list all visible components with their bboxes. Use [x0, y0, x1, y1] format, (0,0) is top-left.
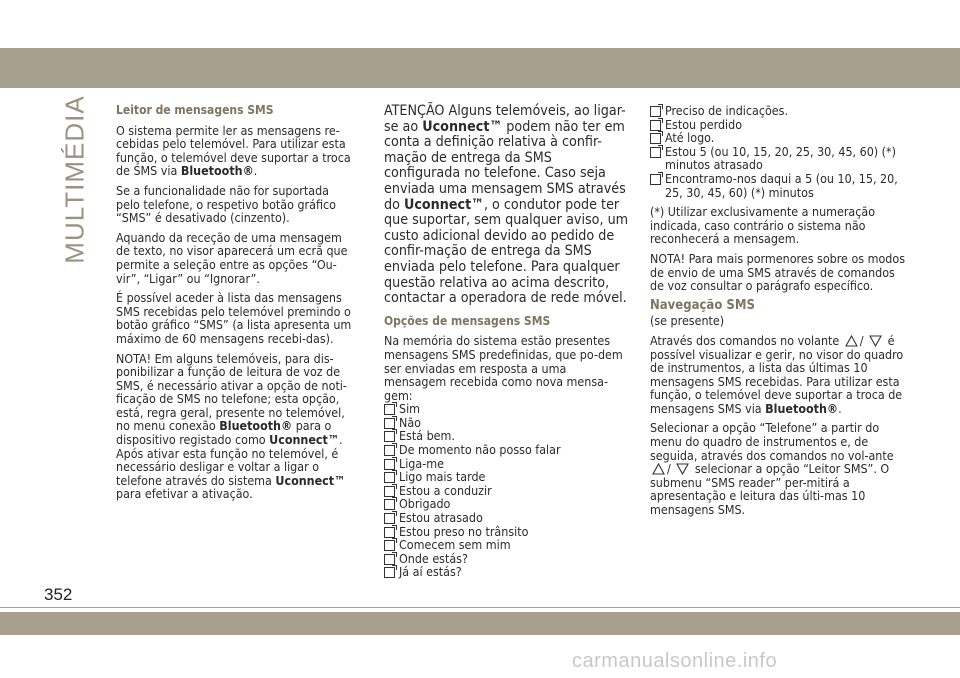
checkbox-icon: [384, 445, 395, 456]
triangle-down-icon: [869, 335, 882, 347]
paragraph: Através dos comandos no volante / é possível visualizar e gerir, no visor do quadro de instrumentos, a lista das últimas 10 mensagens SMS recebidas. Para utilizar esta função, o telemóvel deve suportar a troca de mensagens SMS via Bluetooth®.: [650, 332, 904, 416]
checkbox-icon: [384, 567, 395, 578]
checkbox-icon: [384, 404, 395, 415]
list-item: Sim: [384, 402, 630, 416]
list-item: Comecem sem mim: [384, 538, 630, 552]
list-item: Estou preso no trânsito: [384, 525, 630, 539]
checkbox-icon: [384, 499, 395, 510]
list-item: Já aí estás?: [384, 565, 630, 579]
list-item: Estou perdido: [650, 118, 912, 132]
watermark: carmanualsonline.info: [572, 650, 778, 672]
checkbox-icon: [384, 418, 395, 429]
list-item: Estou atrasado: [384, 511, 630, 525]
checkbox-icon: [384, 540, 395, 551]
paragraph: Aquando da receção de uma mensagem de texto, no visor aparecerá um ecrã que permite a seleção entre as opções “Ou-vir”, “Ligar” ou “Ignorar”.: [116, 229, 348, 286]
header-band: [0, 48, 960, 88]
checkbox-icon: [384, 472, 395, 483]
heading-sms-navigation: Navegação SMS: [650, 297, 755, 313]
checkbox-icon: [650, 133, 661, 144]
checkbox-icon: [384, 527, 395, 538]
heading-sms-options: Opções de mensagens SMS: [384, 313, 551, 328]
checkbox-icon: [650, 120, 661, 131]
paragraph: Na memória do sistema estão presentes mensagens SMS predefinidas, que po-dem ser enviadas em resposta a uma mensagem recebida como nova mensa-gem:: [384, 333, 623, 403]
triangle-up-icon: [845, 335, 858, 347]
checkbox-icon: [384, 431, 395, 442]
paragraph: Selecionar a opção “Telefone” a partir do menu do quadro de instrumentos e, de seguida, através dos comandos no vol-ante / selecionar a opção “Leitor SMS”. O submenu “SMS reader” per-mitirá a apresentação e leitura das últi-mas 10 mensagens SMS.: [650, 420, 894, 518]
checkbox-icon: [650, 174, 661, 185]
column-2: [384, 104, 630, 585]
sms-options-list-cont: [650, 104, 912, 199]
checkbox-icon: [384, 486, 395, 497]
list-item: Está bem.: [384, 429, 630, 443]
list-item: Não: [384, 416, 630, 430]
paragraph: O sistema permite ler as mensagens re-cebidas pelo telemóvel. Para utilizar esta função, o telemóvel deve suportar a troca de SMS via Bluetooth®.: [116, 122, 351, 179]
list-item: Liga-me: [384, 457, 630, 471]
checkbox-icon: [384, 554, 395, 565]
note-paragraph: NOTA! Em alguns telemóveis, para dis-ponibilizar a função de leitura de voz de SMS, é necessário ativar a opção de noti-ficação de SMS no telefone; esta opção, está, regra geral, presente no telemóvel, no menu conexão Bluetooth® para o dispositivo registado como Uconnect™. Após ativar esta função no telemóvel, é necessário desligar e voltar a ligar o telefone através do sistema Uconnect™ para efetivar a ativação.: [116, 350, 347, 502]
sms-options-list: [384, 402, 630, 579]
triangle-down-icon: [676, 463, 689, 475]
triangle-up-icon: [652, 463, 665, 475]
section-label-text: MULTIMÉDIA: [59, 94, 90, 264]
list-item: Até logo.: [650, 131, 912, 145]
warning-paragraph: ATENÇÃO Alguns telemóveis, ao ligar-se ao Uconnect™ podem não ter em conta a definição relativa à confir-mação de entrega da SMS configurada no telefone. Caso seja enviada uma mensagem SMS através do Uconnect™, o condutor pode ter que suportar, sem qualquer aviso, um custo adicional devido ao pedido de confir-mação de entrega da SMS enviada pelo telefone. Para qualquer questão relativa ao acima descrito, contactar a operadora de rede móvel.: [384, 103, 629, 307]
list-item: Estou 5 (ou 10, 15, 20, 25, 30, 45, 60) (*) minutos atrasado: [650, 145, 912, 172]
section-label: [55, 94, 95, 264]
list-item: Estou a conduzir: [384, 484, 630, 498]
list-item: Obrigado: [384, 497, 630, 511]
checkbox-icon: [384, 459, 395, 470]
checkbox-icon: [650, 106, 661, 117]
footer-band: [0, 612, 960, 635]
page-number: 352: [44, 585, 73, 604]
footer-rule: [0, 607, 960, 608]
list-item: Encontramo-nos daqui a 5 (ou 10, 15, 20, 25, 30, 45, 60) (*) minutos: [650, 172, 912, 199]
checkbox-icon: [650, 147, 661, 158]
list-item: Preciso de indicações.: [650, 104, 912, 118]
list-item: Ligo mais tarde: [384, 470, 630, 484]
paragraph: É possível aceder à lista das mensagens SMS recebidas pelo telemóvel premindo o botão gráfico “SMS” (a lista apresenta um máximo de 60 mensagens recebi-das).: [116, 290, 352, 346]
list-item: Onde estás?: [384, 552, 630, 566]
heading-sms-reader: Leitor de mensagens SMS: [116, 103, 274, 117]
checkbox-icon: [384, 513, 395, 524]
note-paragraph: NOTA! Para mais pormenores sobre os modos de envio de uma SMS através de comandos de voz consultar o parágrafo específico.: [650, 250, 906, 294]
column-1: [116, 104, 356, 507]
paragraph: Se a funcionalidade não for suportada pelo telefone, o respetivo botão gráfico “SMS” é desativado (cinzento).: [116, 182, 336, 226]
paragraph: (se presente): [650, 313, 725, 329]
column-3: [650, 104, 912, 523]
footnote-paragraph: (*) Utilizar exclusivamente a numeração indicada, caso contrário o sistema não reconhecerá a mensagem.: [650, 204, 876, 247]
list-item: De momento não posso falar: [384, 443, 630, 457]
